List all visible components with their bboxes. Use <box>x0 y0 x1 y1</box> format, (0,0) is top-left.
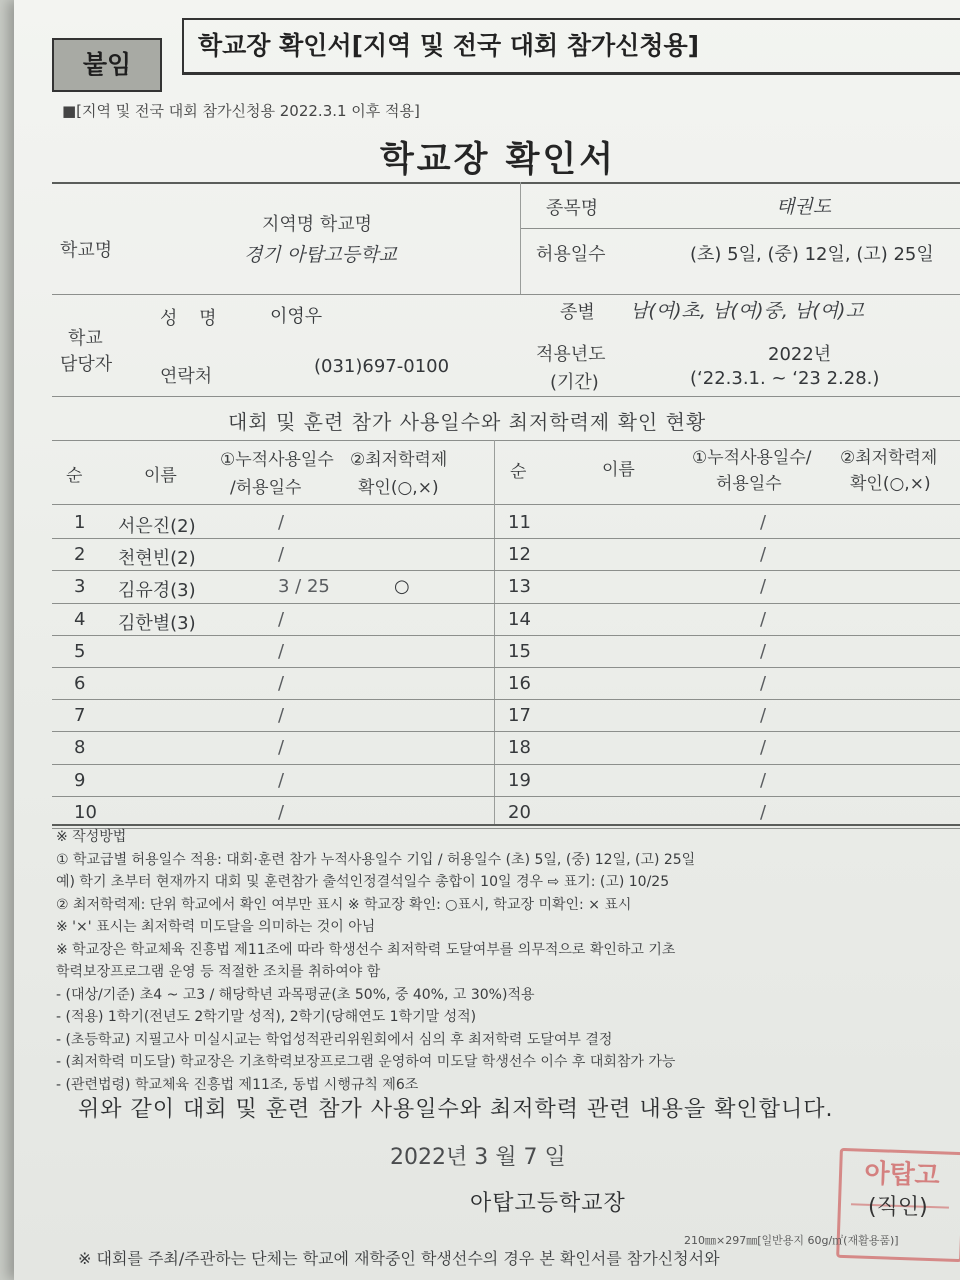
used-days-right: / <box>760 673 767 694</box>
gender-value: 남(여)초, 남(여)중, 남(여)고 <box>630 300 864 322</box>
note-line: - (초등학교) 지필고사 미실시교는 학업성적관리위원회에서 심의 후 최저학력 도달여부 결정 <box>56 1031 613 1048</box>
col-days-header-right: ①누적사용일수/ <box>692 448 812 468</box>
info-divider <box>520 182 521 294</box>
document-title: 학교장 확인서 <box>380 140 617 180</box>
row-number: 9 <box>74 769 86 791</box>
table-row <box>60 699 960 732</box>
row-number-right: 12 <box>508 544 531 566</box>
event-label: 종목명 <box>546 198 599 219</box>
table-top-rule <box>52 440 960 441</box>
row-number-right: 14 <box>508 608 531 630</box>
info-mid-rule <box>52 294 960 295</box>
used-days-right: / <box>760 737 767 759</box>
student-name: 서은진(2) <box>118 516 196 537</box>
info-top-rule <box>52 182 960 184</box>
student-name: 천현빈(2) <box>118 548 196 570</box>
table-row <box>60 764 960 797</box>
row-number-right: 20 <box>508 801 531 823</box>
col-name-header: 이름 <box>144 466 177 486</box>
note-line: - (최저학력 미도달) 학교장은 기초학력보장프로그램 운영하여 미도달 학생선수 이수 후 대회참가 가능 <box>56 1054 676 1070</box>
used-days: / <box>278 801 285 823</box>
row-number: 10 <box>74 801 97 823</box>
col-min-header-right: ②최저학력제 <box>840 448 938 468</box>
used-days: / <box>278 512 285 533</box>
allowed-days-label: 허용일수 <box>536 244 606 265</box>
row-number: 1 <box>74 512 86 533</box>
notes-section <box>56 826 956 1096</box>
row-number: 5 <box>74 640 86 662</box>
phone-label: 연락처 <box>160 366 213 387</box>
col-no-header: 순 <box>66 466 83 486</box>
col-min-header-2: 확인(○,×) <box>358 478 439 498</box>
col-name-header-right: 이름 <box>602 460 635 480</box>
note-line: ① 학교급별 허용일수 적용: 대회·훈련 참가 누적사용일수 기입 / 허용일수 (초) 5일, (중) 12일, (고) 25일 <box>56 851 696 868</box>
col-min-header: ②최저학력제 <box>350 450 448 470</box>
footer-note: ※ 대회를 주최/주관하는 단체는 학교에 재학중인 학생선수의 경우 본 확인서를 참가신청서와 <box>78 1249 720 1268</box>
table-row <box>60 635 960 668</box>
note-line: - (대상/기준) 초4 ~ 고3 / 해당학년 과목평균(초 50%, 중 40%, 고 30%)적용 <box>56 986 535 1003</box>
signature-date: 2022년 3 월 7 일 <box>390 1145 566 1170</box>
student-name: 김한별(3) <box>118 612 196 634</box>
applicability-note: ■[지역 및 전국 대회 참가신청용 2022.3.1 이후 적용] <box>62 102 420 120</box>
note-line: ※ '×' 표시는 최저학력 미도달을 의미하는 것이 아님 <box>56 919 376 935</box>
paper-size-note: 210㎜×297㎜[일반용지 60g/㎡(재활용품)] <box>684 1234 899 1247</box>
row-number-right: 13 <box>508 576 531 598</box>
used-days: 3 / 25 <box>278 576 330 598</box>
row-number: 4 <box>74 608 86 630</box>
min-academic-check: ○ <box>394 576 410 598</box>
note-line: ※ 학교장은 학교체육 진흥법 제11조에 따라 학생선수 최저학력 도달여부를 의무적으로 확인하고 기초 <box>56 941 676 958</box>
row-number: 8 <box>74 737 86 759</box>
info-bottom-rule <box>52 396 960 397</box>
used-days-right: / <box>760 512 767 533</box>
used-days: / <box>278 608 285 630</box>
confirmation-text: 위와 같이 대회 및 훈련 참가 사용일수와 최저학력 관련 내용을 확인합니다. <box>78 1097 834 1122</box>
used-days-right: / <box>760 640 767 662</box>
seal-text: 아탑고 <box>863 1158 941 1192</box>
used-days-right: / <box>760 544 767 566</box>
row-number: 2 <box>74 544 86 566</box>
row-number-right: 17 <box>508 705 531 727</box>
note-line: 학력보장프로그램 운영 등 적절한 조치를 취하여야 함 <box>56 964 381 980</box>
used-days: / <box>278 705 285 727</box>
name-label: 성 명 <box>160 308 225 329</box>
used-days-right: / <box>760 705 767 727</box>
col-days-header: ①누적사용일수 <box>220 450 334 470</box>
status-title: 대회 및 훈련 참가 사용일수와 최저학력제 확인 현황 <box>228 410 707 434</box>
period-label: (기간) <box>550 372 599 393</box>
table-row <box>60 731 960 764</box>
contact-person-label-2: 담당자 <box>60 354 113 375</box>
seal-label: (직인) <box>868 1195 928 1220</box>
period-value: (‘22.3.1. ~ ‘23 2.28.) <box>690 368 880 389</box>
row-number-right: 11 <box>508 512 531 533</box>
col-min-header-right-2: 확인(○,×) <box>850 474 931 494</box>
used-days: / <box>278 640 285 662</box>
note-line: ② 최저학력제: 단위 학교에서 확인 여부만 표시 ※ 학교장 확인: ○표시, 학교장 미확인: × 표시 <box>56 896 632 913</box>
school-label: 학교명 <box>60 240 113 261</box>
phone-value: (031)697-0100 <box>314 356 450 377</box>
allowed-days-value: (초) 5일, (중) 12일, (고) 25일 <box>690 244 934 265</box>
attachment-badge: 붙임 <box>52 38 162 92</box>
year-label: 적용년도 <box>536 344 606 365</box>
event-rule <box>520 228 960 229</box>
used-days: / <box>278 769 285 791</box>
row-number: 6 <box>74 673 86 694</box>
used-days-right: / <box>760 608 767 630</box>
used-days-right: / <box>760 769 767 791</box>
table-row <box>60 570 960 603</box>
contact-person-label: 학교 <box>68 328 103 349</box>
row-number: 3 <box>74 576 86 598</box>
year-value: 2022년 <box>768 344 832 365</box>
student-name: 김유경(3) <box>118 580 196 602</box>
row-number-right: 15 <box>508 640 531 662</box>
row-number-right: 16 <box>508 673 531 694</box>
note-line: - (적용) 1학기(전년도 2학기말 성적), 2학기(당해연도 1학기말 성적) <box>56 1009 477 1025</box>
used-days: / <box>278 673 285 694</box>
principal-name: 아탑고등학교장 <box>470 1191 626 1216</box>
used-days-right: / <box>760 576 767 598</box>
name-value: 이영우 <box>270 306 323 327</box>
col-days-header-2: /허용일수 <box>230 478 302 498</box>
event-value: 태권도 <box>776 196 832 218</box>
table-row <box>60 667 960 700</box>
used-days-right: / <box>760 801 767 823</box>
region-school-label: 지역명 학교명 <box>262 214 373 235</box>
row-number: 7 <box>74 705 86 727</box>
used-days: / <box>278 544 285 566</box>
table-row <box>60 538 960 571</box>
col-days-header-right-2: 허용일수 <box>716 474 782 494</box>
row-number-right: 19 <box>508 769 531 791</box>
table-header-rule <box>52 504 960 505</box>
table-row <box>60 603 960 636</box>
table-row <box>60 506 960 539</box>
row-number-right: 18 <box>508 737 531 759</box>
note-line: 예) 학기 초부터 현재까지 대회 및 훈련참가 출석인정결석일수 총합이 10일 경우 ⇨ 표기: (고) 10/25 <box>56 874 670 890</box>
used-days: / <box>278 737 285 759</box>
header-title: 학교장 확인서[지역 및 전국 대회 참가신청용] <box>182 18 960 75</box>
note-line: - (관련법령) 학교체육 진흥법 제11조, 동법 시행규칙 제6조 <box>56 1076 419 1093</box>
col-no-header-right: 순 <box>510 462 527 482</box>
note-line: ※ 작성방법 <box>56 829 127 845</box>
gender-label: 종별 <box>560 302 595 323</box>
school-value: 경기 아탑고등학교 <box>244 244 397 266</box>
